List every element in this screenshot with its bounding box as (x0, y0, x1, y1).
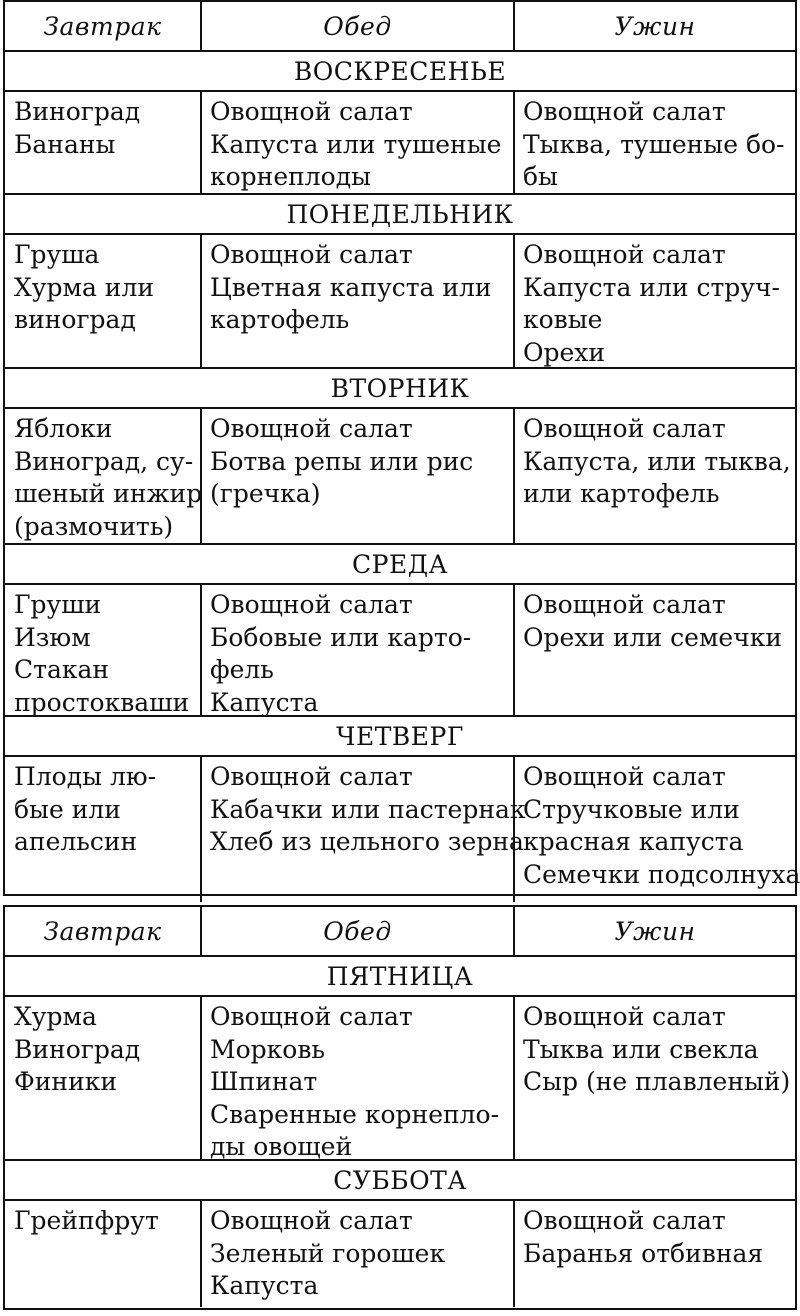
dinner-cell (515, 1201, 795, 1307)
dinner-item: Капуста, или тыква, (523, 446, 791, 476)
day-title: ВОСКРЕСЕНЬЕ (5, 52, 795, 92)
dinner-cell (515, 92, 795, 193)
breakfast-cell (5, 585, 202, 715)
day-title: ВТОРНИК (5, 369, 795, 409)
breakfast-item: Виноград, су- (14, 446, 194, 476)
dinner-item: красная капуста (523, 827, 744, 856)
lunch-item: Овощной салат (210, 1002, 413, 1031)
lunch-cell (202, 409, 515, 543)
lunch-item: Морковь (210, 1034, 326, 1064)
dinner-item: Овощной салат (523, 762, 726, 791)
breakfast-item: Яблоки (14, 414, 113, 443)
dinner-cell (515, 235, 795, 367)
breakfast-item: виноград (14, 305, 136, 334)
header-breakfast: Завтрак (5, 2, 202, 50)
breakfast-item: (размочить) (14, 511, 174, 541)
header-dinner: Ужин (614, 916, 696, 946)
dinner-item: Тыква или свекла (523, 1034, 759, 1064)
header-dinner: Ужин (614, 11, 696, 41)
breakfast-cell (5, 997, 202, 1159)
breakfast-item: Грейпфрут (14, 1206, 159, 1235)
dinner-item: Баранья отбивная (523, 1238, 764, 1268)
day-title: ПЯТНИЦА (5, 957, 795, 997)
dinner-item: Овощной салат (523, 97, 726, 126)
lunch-item: Овощной салат (210, 240, 413, 269)
dinner-item: бы (523, 162, 558, 191)
dinner-cell (515, 409, 795, 543)
breakfast-item: Изюм (14, 622, 91, 652)
lunch-item: Овощной салат (210, 414, 413, 443)
breakfast-cell (5, 235, 202, 367)
meal-row (5, 235, 795, 369)
breakfast-item: шеный инжир (14, 479, 203, 508)
breakfast-item: апельсин (14, 827, 138, 856)
dinner-item: Овощной салат (523, 1002, 726, 1031)
dinner-cell (515, 585, 795, 715)
meal-row (5, 997, 795, 1161)
lunch-cell (202, 757, 526, 902)
breakfast-cell (5, 1201, 202, 1307)
lunch-item: Овощной салат (210, 762, 413, 791)
day-title: СРЕДА (5, 545, 795, 585)
dinner-item: ковые (523, 305, 603, 334)
lunch-item: картофель (210, 305, 350, 334)
header-lunch: Обед (202, 907, 515, 955)
lunch-item: Овощной салат (210, 1206, 413, 1235)
breakfast-item: простокваши (14, 687, 190, 717)
day-title: ЧЕТВЕРГ (5, 717, 795, 757)
menu-table-1 (3, 0, 800, 896)
dinner-cell (515, 997, 795, 1159)
dinner-item: Орехи (523, 337, 606, 367)
breakfast-item: Груши (14, 590, 102, 619)
dinner-item: Тыква, тушеные бо- (523, 129, 785, 159)
header-lunch: Обед (202, 2, 515, 50)
breakfast-item: Виноград (14, 97, 141, 126)
lunch-cell (202, 1201, 515, 1307)
lunch-item: Овощной салат (210, 97, 413, 126)
header-row (5, 907, 795, 957)
dinner-cell (515, 757, 800, 902)
meal-row (5, 757, 800, 902)
meal-row (5, 92, 795, 195)
breakfast-item: Стакан (14, 655, 110, 684)
breakfast-item: Плоды лю- (14, 762, 157, 791)
lunch-item: Бобовые или карто- (210, 622, 472, 652)
lunch-item: Сваренные корнепло- (210, 1099, 500, 1129)
lunch-item: Капуста или тушеные (210, 129, 502, 159)
lunch-item: ды овощей (210, 1132, 353, 1161)
lunch-item: Капуста (210, 687, 319, 717)
lunch-cell (202, 92, 515, 193)
lunch-item: Ботва репы или рис (210, 446, 474, 476)
dinner-item: Стручковые или (523, 794, 740, 824)
dinner-item: Овощной салат (523, 590, 726, 619)
breakfast-item: Бананы (14, 129, 116, 159)
lunch-cell (202, 997, 515, 1159)
lunch-item: фель (210, 655, 274, 684)
breakfast-item: бые или (14, 794, 121, 824)
dinner-item: Овощной салат (523, 240, 726, 269)
breakfast-item: Груша (14, 240, 100, 269)
lunch-item: Шпинат (210, 1067, 318, 1096)
day-title: СУББОТА (5, 1161, 795, 1201)
dinner-item: Овощной салат (523, 1206, 726, 1235)
header-row (5, 2, 795, 52)
lunch-item: Хлеб из цельного зерна (210, 827, 524, 856)
lunch-item: (гречка) (210, 479, 321, 508)
lunch-item: корнеплоды (210, 162, 372, 191)
lunch-cell (202, 585, 515, 715)
meal-row (5, 585, 795, 717)
meal-row (5, 409, 795, 545)
breakfast-item: Виноград (14, 1034, 141, 1064)
lunch-item: Кабачки или пастернак (210, 794, 526, 824)
breakfast-item: Хурма (14, 1002, 97, 1031)
lunch-item: Капуста (210, 1271, 319, 1300)
breakfast-item: Финики (14, 1067, 118, 1096)
breakfast-cell (5, 92, 202, 193)
dinner-item: или картофель (523, 479, 720, 508)
lunch-cell (202, 235, 515, 367)
lunch-item: Овощной салат (210, 590, 413, 619)
dinner-item: Овощной салат (523, 414, 726, 443)
lunch-item: Цветная капуста или (210, 272, 492, 302)
breakfast-cell (5, 757, 202, 902)
lunch-item: Зеленый горошек (210, 1238, 446, 1268)
menu-table-2 (3, 905, 797, 1310)
dinner-item: Семечки подсолнуха (523, 859, 800, 889)
meal-row (5, 1201, 795, 1307)
header-breakfast: Завтрак (5, 907, 202, 955)
breakfast-item: Хурма или (14, 272, 155, 302)
breakfast-cell (5, 409, 202, 543)
dinner-item: Капуста или струч- (523, 272, 780, 302)
dinner-item: Орехи или семечки (523, 622, 783, 652)
dinner-item: Сыр (не плавленый) (523, 1067, 791, 1096)
day-title: ПОНЕДЕЛЬНИК (5, 195, 795, 235)
